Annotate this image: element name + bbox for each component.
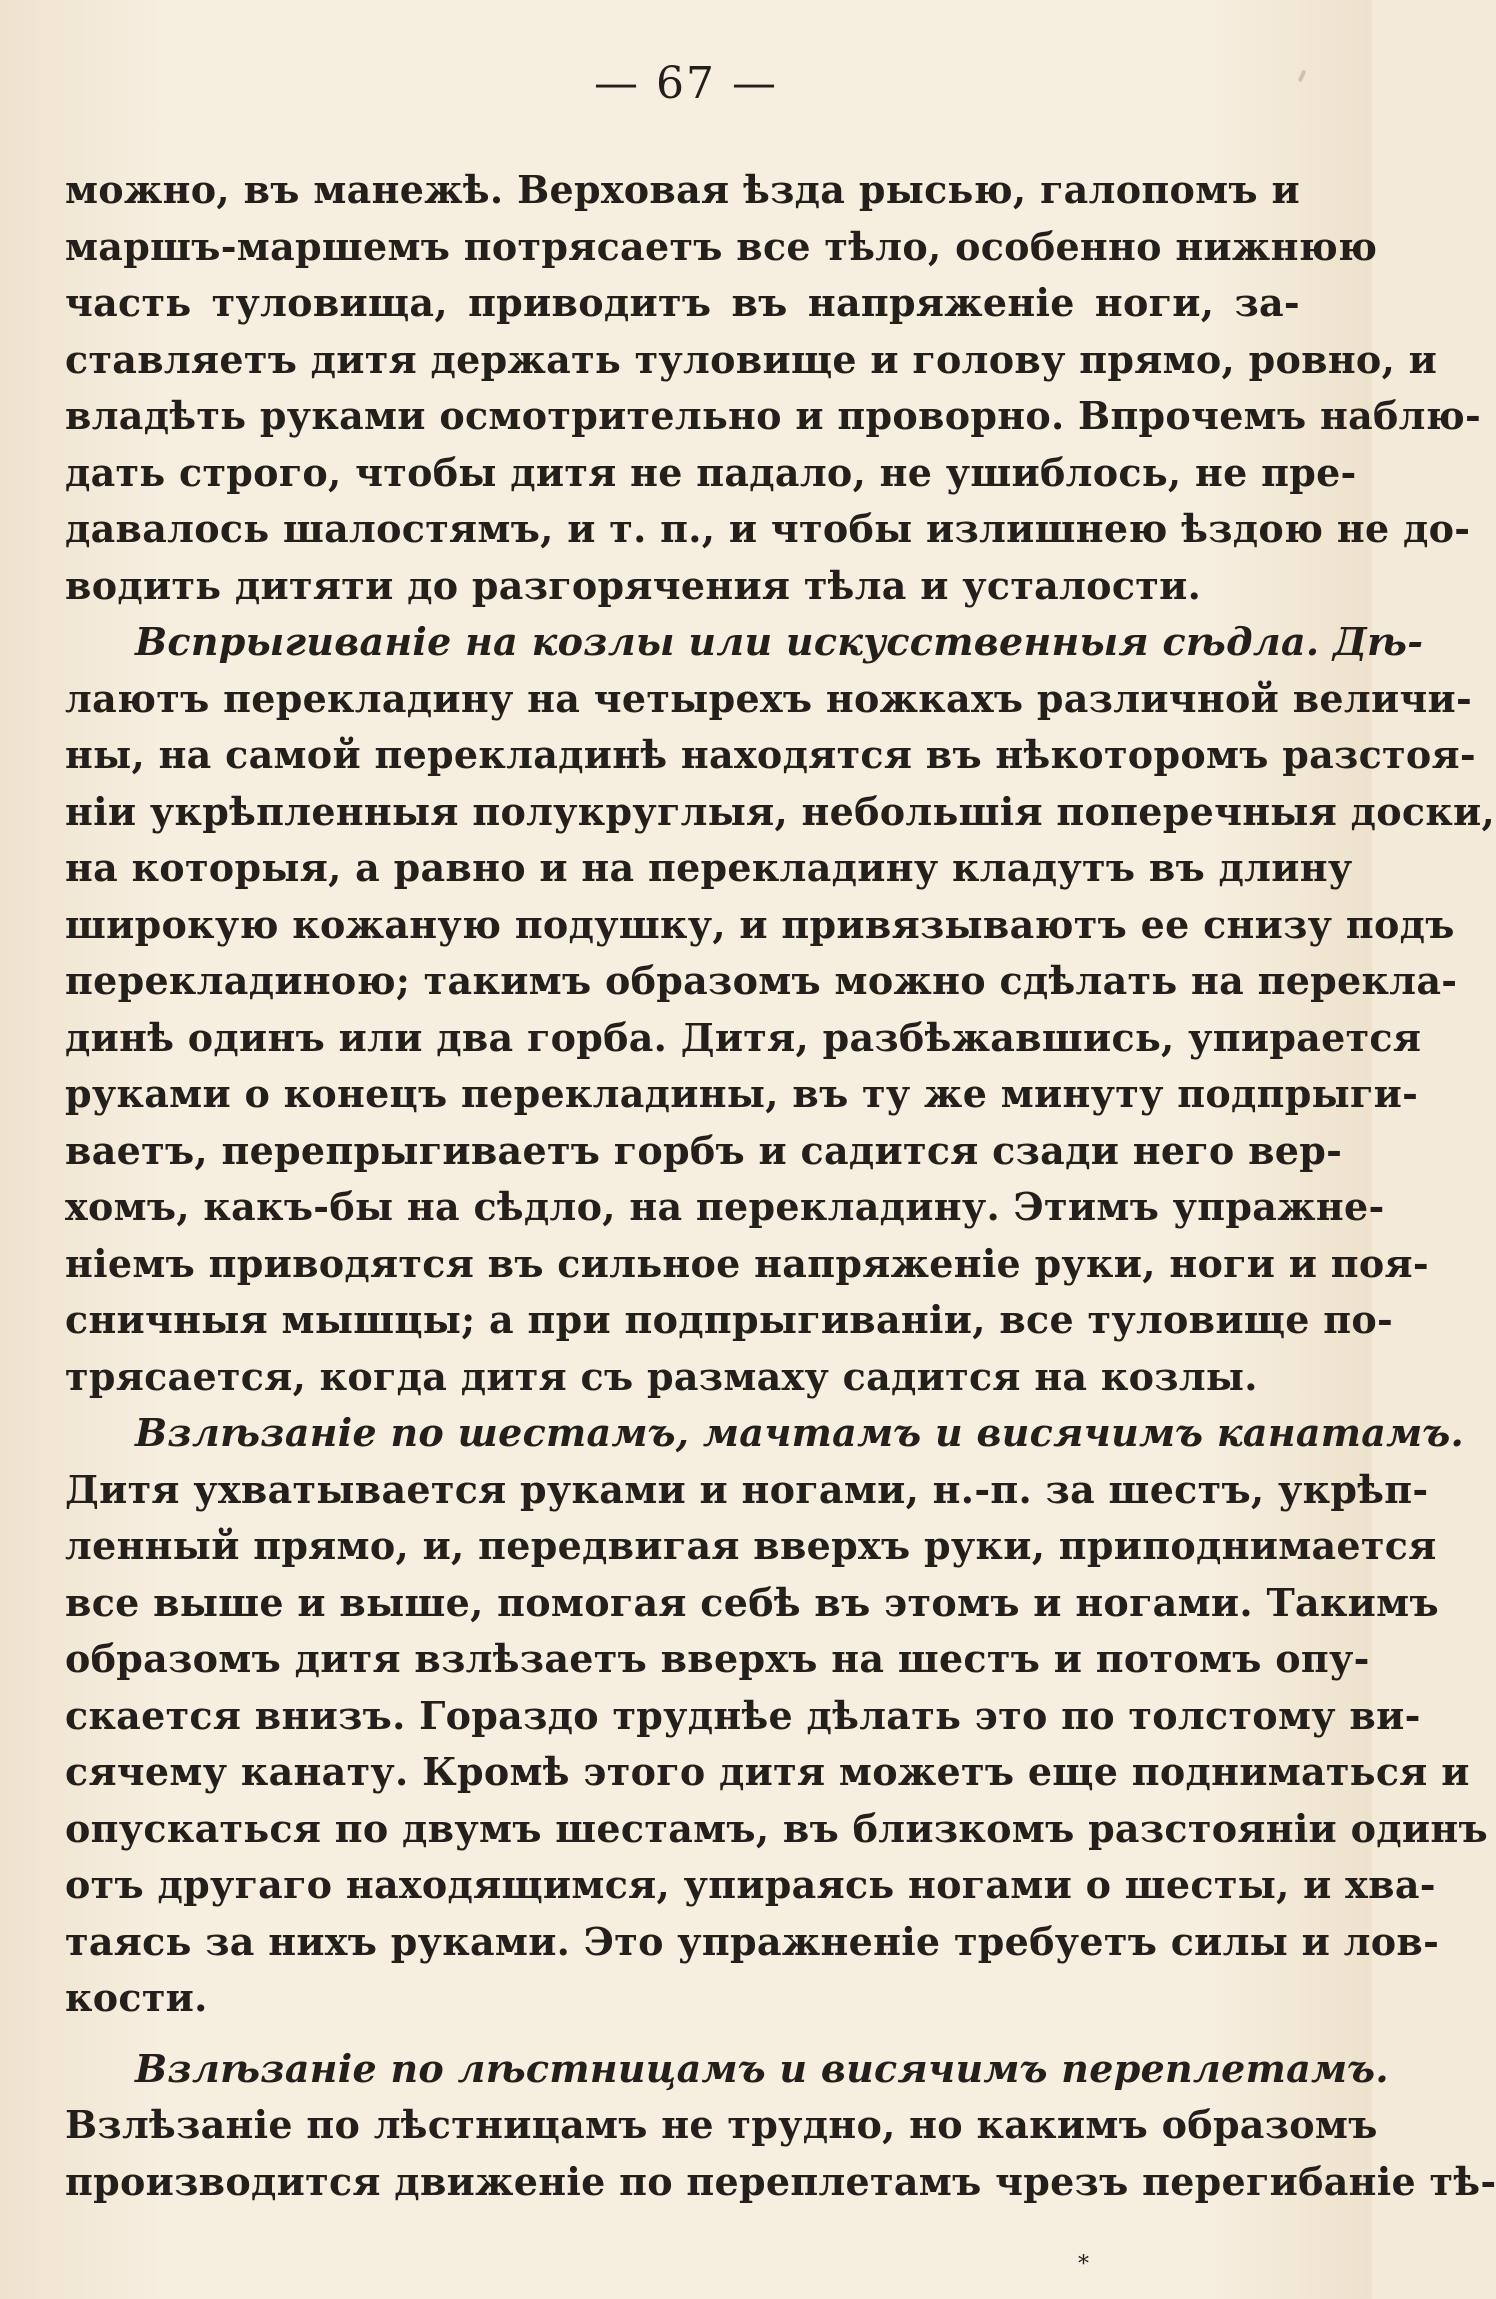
text-line: кости.	[65, 1975, 208, 2020]
section-heading-line: Вспрыгиваніе на козлы или искусственныя сѣдла. Дѣ-	[135, 619, 1424, 664]
text-line: ніи укрѣпленныя полукруглыя, небольшія поперечныя доски,	[65, 788, 1496, 834]
text-line: Взлѣзаніе по лѣстницамъ не трудно, но какимъ образомъ	[65, 2102, 1378, 2147]
text-line: можно, въ манежѣ. Верховая ѣзда рысью, галопомъ и	[65, 167, 1300, 212]
text-line: ставляетъ дитя держать туловище и голову прямо, ровно, и	[65, 336, 1438, 382]
text-line: на которыя, а равно и на перекладину кладутъ въ длину	[65, 845, 1353, 890]
text-line: таясь за нихъ руками. Это упражненіе требуетъ силы и лов-	[65, 1918, 1440, 1964]
text-line: динѣ одинъ или два горба. Дитя, разбѣжавшись, упирается	[65, 1014, 1422, 1060]
text-line: владѣть руками осмотрительно и проворно. Впрочемъ наблю-	[65, 393, 1482, 438]
text-line: широкую кожаную подушку, и привязываютъ ее снизу подъ	[65, 901, 1455, 947]
text-line: отъ другаго находящимся, упираясь ногами о шесты, и хва-	[65, 1862, 1436, 1907]
text-line: руками о конецъ перекладины, въ ту же минуту подпрыги-	[65, 1071, 1419, 1116]
body-text	[65, 162, 1496, 2210]
text-line: сячему канату. Кромѣ этого дитя можетъ еще подниматься и	[65, 1749, 1470, 1794]
text-line: ваетъ, перепрыгиваетъ горбъ и садится сзади него вер-	[65, 1127, 1343, 1173]
text-line: давалось шалостямъ, и т. п., и чтобы излишнею ѣздою не до-	[65, 506, 1471, 551]
text-line: лаютъ перекладину на четырехъ ножкахъ различной величи-	[65, 675, 1473, 721]
text-line: ніемъ приводятся въ сильное напряженіе руки, ноги и поя-	[65, 1240, 1429, 1286]
text-line: часть туловища, приводитъ въ напряженіе ноги, за-	[65, 280, 1300, 325]
text-line: водить дитяти до разгорячения тѣла и усталости.	[65, 562, 1202, 608]
text-line: маршъ-маршемъ потрясаетъ все тѣло, особенно нижнюю	[65, 223, 1378, 269]
text-line: образомъ дитя взлѣзаетъ вверхъ на шестъ и потомъ опу-	[65, 1636, 1370, 1681]
text-line: сничныя мышцы; а при подпрыгиваніи, все туловище по-	[65, 1297, 1394, 1342]
text-line: ны, на самой перекладинѣ находятся въ нѣкоторомъ разстоя-	[65, 732, 1476, 777]
text-line: дать строго, чтобы дитя не падало, не ушиблось, не пре-	[65, 449, 1357, 495]
text-line: хомъ, какъ-бы на сѣдло, на перекладину. Этимъ упражне-	[65, 1184, 1385, 1229]
text-line: ленный прямо, и, передвигая вверхъ руки, приподнимается	[65, 1523, 1437, 1568]
text-line: производится движеніе по переплетамъ чрезъ перегибаніе тѣ-	[65, 2158, 1496, 2204]
text-line: все выше и выше, помогая себѣ въ этомъ и ногами. Такимъ	[65, 1579, 1439, 1625]
page-number: — 67 —	[594, 58, 778, 109]
section-heading-line: Взлѣзаніе по лѣстницамъ и висячимъ переплетамъ.	[135, 2045, 1389, 2091]
text-line: перекладиною; такимъ образомъ можно сдѣлать на перекла-	[65, 958, 1458, 1003]
paragraph-gap	[65, 2027, 1300, 2041]
section-heading-line: Взлѣзаніе по шестамъ, мачтамъ и висячимъ канатамъ.	[135, 1410, 1465, 1455]
text-line: трясается, когда дитя съ размаху садится на козлы.	[65, 1353, 1258, 1399]
text-line: опускаться по двумъ шестамъ, въ близкомъ разстояніи одинъ	[65, 1805, 1488, 1851]
signature-mark: *	[1078, 2252, 1089, 2277]
text-line: скается внизъ. Гораздо труднѣе дѣлать это по толстому ви-	[65, 1692, 1421, 1738]
text-line: Дитя ухватывается руками и ногами, н.-п. за шестъ, укрѣп-	[65, 1466, 1429, 1512]
